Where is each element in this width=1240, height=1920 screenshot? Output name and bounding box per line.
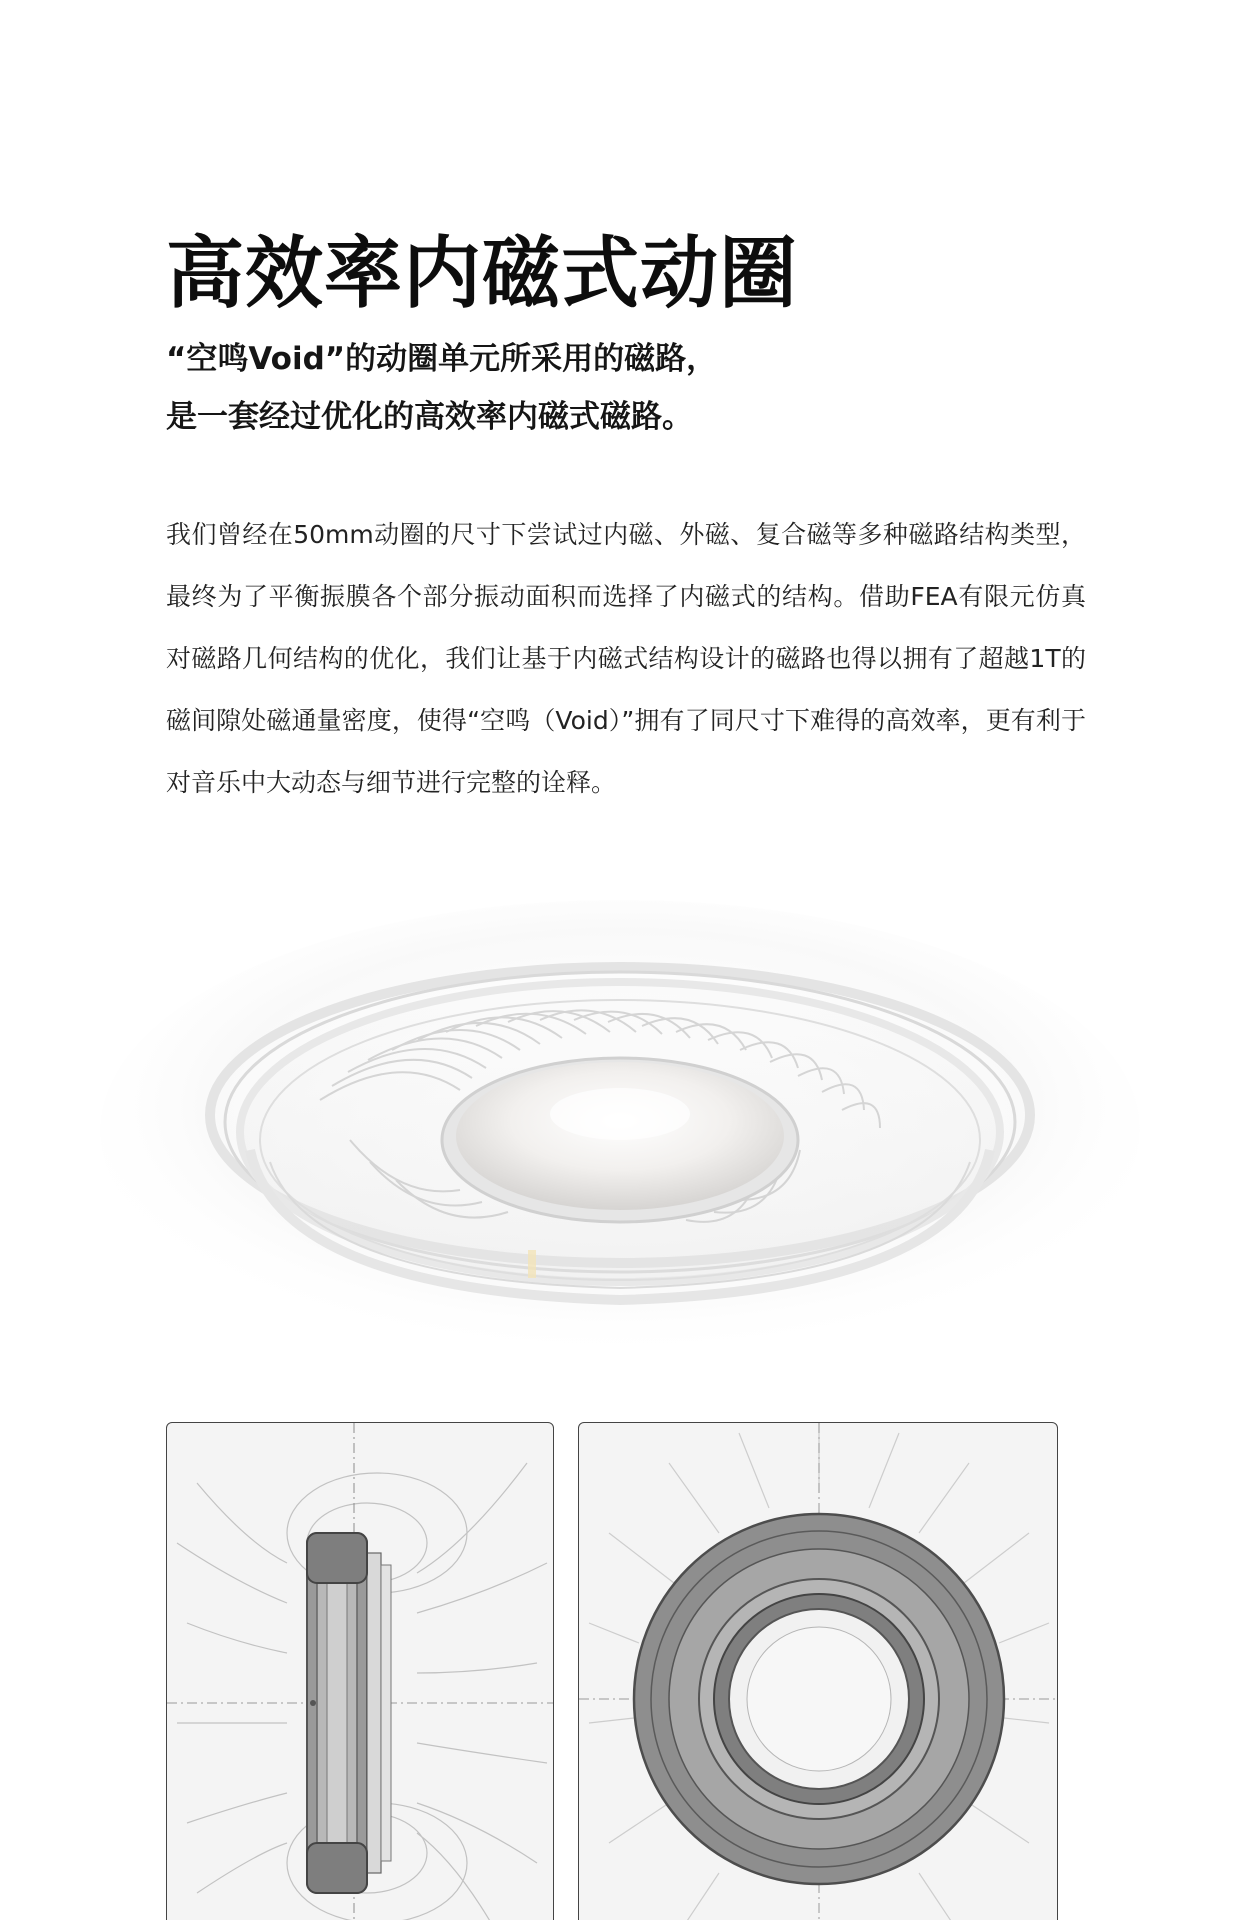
magnetic-simulation-side-panel (166, 1422, 554, 1920)
section-body: 我们曾经在50mm动圈的尺寸下尝试过内磁、外磁、复合磁等多种磁路结构类型，最终为了平衡振膜各个部分振动面积而选择了内磁式的结构。借助FEA有限元仿真对磁路几何结构的优化，我们让基于内磁式结构设计的磁路也得以拥有了超越1T的磁间隙处磁通量密度，使得“空鸣（Void）”拥有了同尺寸下难得的高效率，更有利于对音乐中大动态与细节进行完整的诠释。 (166, 520, 1086, 797)
driver-render-svg (100, 900, 1140, 1360)
subtitle-line: “空鸣Void”的动圈单元所采用的磁路， (166, 341, 718, 377)
driver-render-image (100, 900, 1140, 1360)
side-section-diagram (167, 1423, 553, 1920)
section-subtitle (166, 330, 1086, 446)
section-title: 高效率内磁式动圈 (166, 229, 799, 319)
magnetic-simulation-top-panel (578, 1422, 1058, 1920)
subtitle-line: 是一套经过优化的高效率内磁式磁路。 (166, 399, 693, 435)
top-view-diagram (579, 1423, 1057, 1920)
